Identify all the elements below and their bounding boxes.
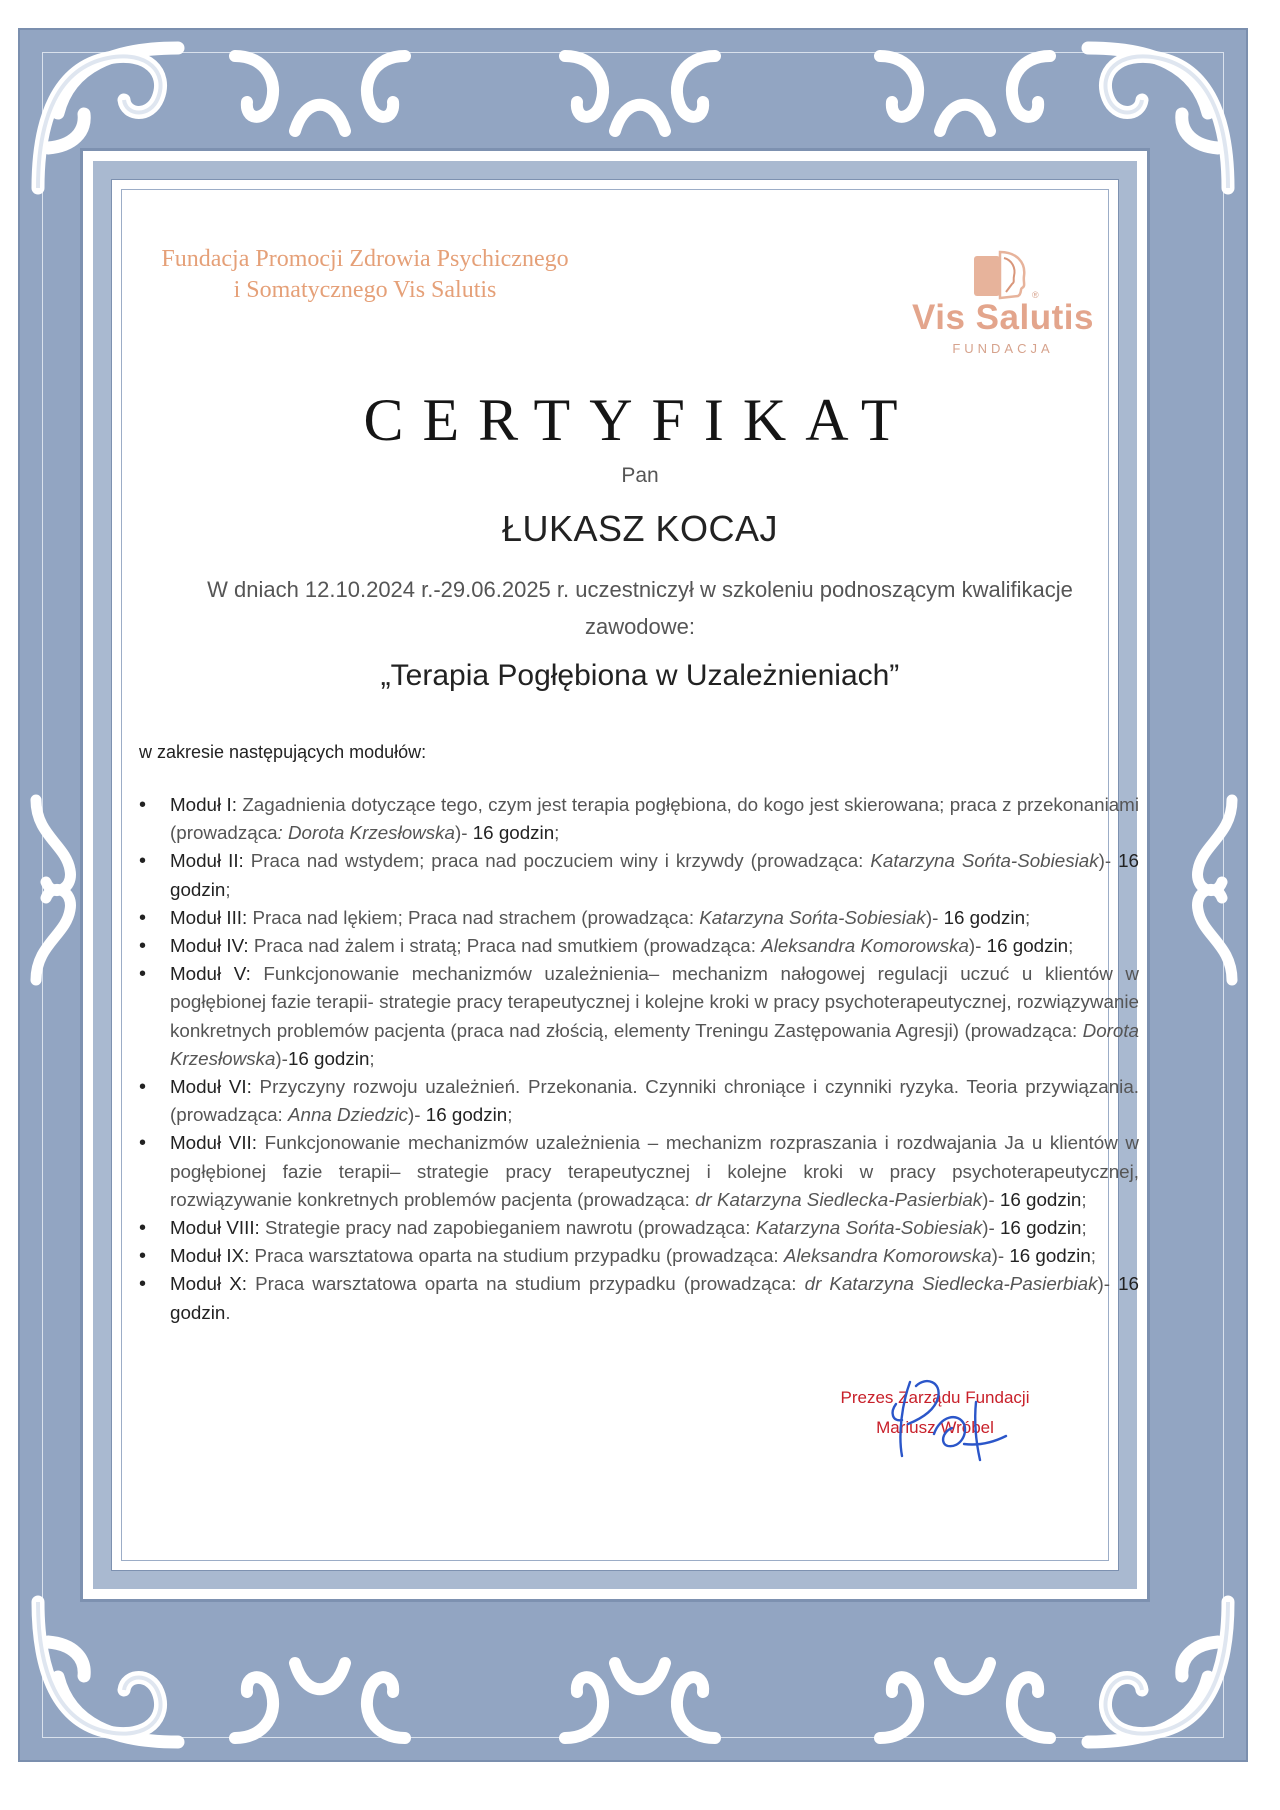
module-item xyxy=(139,847,1139,903)
module-hours: 16 godzin xyxy=(999,1188,1082,1210)
organization-name xyxy=(135,244,595,306)
module-item xyxy=(139,1129,1139,1214)
certificate-title: CERTYFIKAT xyxy=(363,387,917,453)
module-end: ; xyxy=(1025,906,1031,928)
module-separator: )- xyxy=(454,822,473,844)
module-tutor: Katarzyna Sońta-Sobiesiak xyxy=(699,906,926,928)
module-hours: 16 godzin xyxy=(425,1104,508,1126)
module-separator: )- xyxy=(275,1047,288,1069)
module-end: ; xyxy=(507,1104,513,1126)
module-end: ; xyxy=(1068,935,1074,957)
module-description: Praca nad wstydem; praca nad poczuciem winy i krzywdy (prowadząca: xyxy=(243,850,871,872)
module-hours: 16 godzin xyxy=(943,906,1026,928)
module-tutor: Aleksandra Komorowska xyxy=(783,1245,992,1267)
modules-intro: w zakresie następujących modułów: xyxy=(139,742,427,762)
salutation: Pan xyxy=(621,464,659,487)
logo-subtitle: FUNDACJA xyxy=(952,341,1054,356)
module-separator: )- xyxy=(925,906,944,928)
module-end: ; xyxy=(225,878,231,900)
module-label: Moduł I: xyxy=(170,794,237,815)
module-separator: )- xyxy=(982,1217,1000,1239)
module-tutor: Anna Dziedzic xyxy=(287,1104,409,1126)
signature-block xyxy=(830,1380,1080,1470)
module-end: . xyxy=(225,1301,231,1323)
module-label: Moduł IX: xyxy=(170,1245,250,1267)
module-description: Praca nad lękiem; Praca nad strachem (prowadząca: xyxy=(247,906,700,928)
signature-name: Mariusz Wróbel xyxy=(876,1418,994,1437)
module-tutor: : Dorota Krzesłowska xyxy=(277,822,455,844)
module-description: Funkcjonowanie mechanizmów uzależnienia – mechanizm rozpraszania i rozdwajania Ja u klientów w pogłębionej fazie terapii– strategie pracy terapeutycznej i kolejne kroki w pracy psychoterapeutycznej, rozwiązywanie konkretnych problemów pacjenta (prowadząca: xyxy=(170,1132,1139,1210)
module-separator: )- xyxy=(1098,850,1119,872)
module-item xyxy=(139,1073,1139,1129)
module-label: Moduł VII: xyxy=(170,1132,257,1154)
module-end: ; xyxy=(1081,1188,1087,1210)
module-description: Przyczyny rozwoju uzależnień. Przekonania. Czynniki chroniące i czynniki ryzyka. Teoria przywiązania. (prowadząca: xyxy=(170,1076,1139,1126)
module-tutor: Katarzyna Sońta-Sobiesiak xyxy=(870,850,1099,872)
module-description: Strategie pracy nad zapobieganiem nawrotu (prowadząca: xyxy=(259,1217,756,1239)
logo-registered-mark: ® xyxy=(1032,290,1039,300)
module-hours: 16 godzin xyxy=(999,1217,1082,1239)
recipient-name: ŁUKASZ KOCAJ xyxy=(501,508,779,549)
module-label: Moduł III: xyxy=(170,906,248,928)
module-item xyxy=(139,932,1139,960)
module-hours: 16 godzin xyxy=(1009,1245,1091,1267)
module-label: Moduł VI: xyxy=(170,1076,252,1098)
signature-title: Prezes Zarządu Fundacji xyxy=(840,1388,1030,1407)
module-separator: )- xyxy=(968,935,987,957)
module-tutor: Dorota Krzesłowska xyxy=(170,1019,1139,1069)
module-tutor: Katarzyna Sońta-Sobiesiak xyxy=(755,1217,983,1239)
module-separator: )- xyxy=(991,1245,1010,1267)
module-item xyxy=(139,960,1139,1073)
module-label: Moduł II: xyxy=(170,850,244,872)
module-item xyxy=(139,1270,1139,1326)
module-hours: 16 godzin xyxy=(472,822,555,844)
module-label: Moduł VIII: xyxy=(170,1217,260,1239)
participation-statement: W dniach 12.10.2024 r.-29.06.2025 r. uczestniczył w szkoleniu podnoszącym kwalifikacje zawodowe: xyxy=(207,577,1073,639)
organization-name-line1: Fundacja Promocji Zdrowia Psychicznego xyxy=(161,246,569,272)
module-end: ; xyxy=(554,822,560,844)
organization-name-line2: i Somatycznego Vis Salutis xyxy=(233,277,497,303)
module-label: Moduł X: xyxy=(170,1273,248,1295)
modules-list xyxy=(139,791,1139,1327)
course-title: „Terapia Pogłębiona w Uzależnieniach” xyxy=(380,659,900,692)
module-label: Moduł V: xyxy=(170,963,251,985)
module-item xyxy=(139,791,1139,847)
module-separator: )- xyxy=(982,1188,1000,1210)
module-end: ; xyxy=(1090,1245,1096,1267)
module-end: ; xyxy=(1081,1217,1087,1239)
module-hours: 16 godzin xyxy=(170,1273,1139,1323)
module-description: Praca warsztatowa oparta na studium przypadku (prowadząca: xyxy=(249,1245,784,1267)
foundation-logo xyxy=(908,248,1098,356)
handwritten-signature-icon xyxy=(868,1364,1018,1474)
module-hours: 16 godzin xyxy=(287,1047,370,1069)
module-description: Funkcjonowanie mechanizmów uzależnienia– mechanizm nałogowej regulacji uczuć u klientów w pogłębionej fazie terapii- strategie pracy terapeutycznej i kolejne kroki w pracy psychoterapeutycznej, rozwiązywanie konkretnych problemów pacjenta (praca nad złością, elementy Treningu Zastępowania Agresji) (prowadząca: xyxy=(170,963,1139,1041)
module-separator: )- xyxy=(1097,1273,1119,1295)
module-item xyxy=(139,1214,1139,1242)
module-tutor: dr Katarzyna Siedlecka-Pasierbiak xyxy=(804,1273,1098,1295)
module-description: Praca warsztatowa oparta na studium przypadku (prowadząca: xyxy=(247,1273,805,1295)
module-end: ; xyxy=(369,1047,375,1069)
module-description: Praca nad żalem i stratą; Praca nad smutkiem (prowadząca: xyxy=(248,935,762,957)
module-item xyxy=(139,1242,1139,1270)
module-description: Zagadnienia dotyczące tego, czym jest terapia pogłębiona, do kogo jest skierowana; praca z przekonaniami (prowadząca xyxy=(170,794,1140,844)
logo-profile-icon xyxy=(970,248,1030,304)
module-hours: 16 godzin xyxy=(170,850,1139,900)
module-item xyxy=(139,904,1139,932)
module-separator: )- xyxy=(408,1104,426,1126)
logo-brand-name: Vis Salutis xyxy=(912,298,1094,337)
module-tutor: Aleksandra Komorowska xyxy=(761,935,969,957)
module-label: Moduł IV: xyxy=(170,935,249,957)
module-hours: 16 godzin xyxy=(986,935,1069,957)
module-tutor: dr Katarzyna Siedlecka-Pasierbiak xyxy=(695,1188,983,1210)
